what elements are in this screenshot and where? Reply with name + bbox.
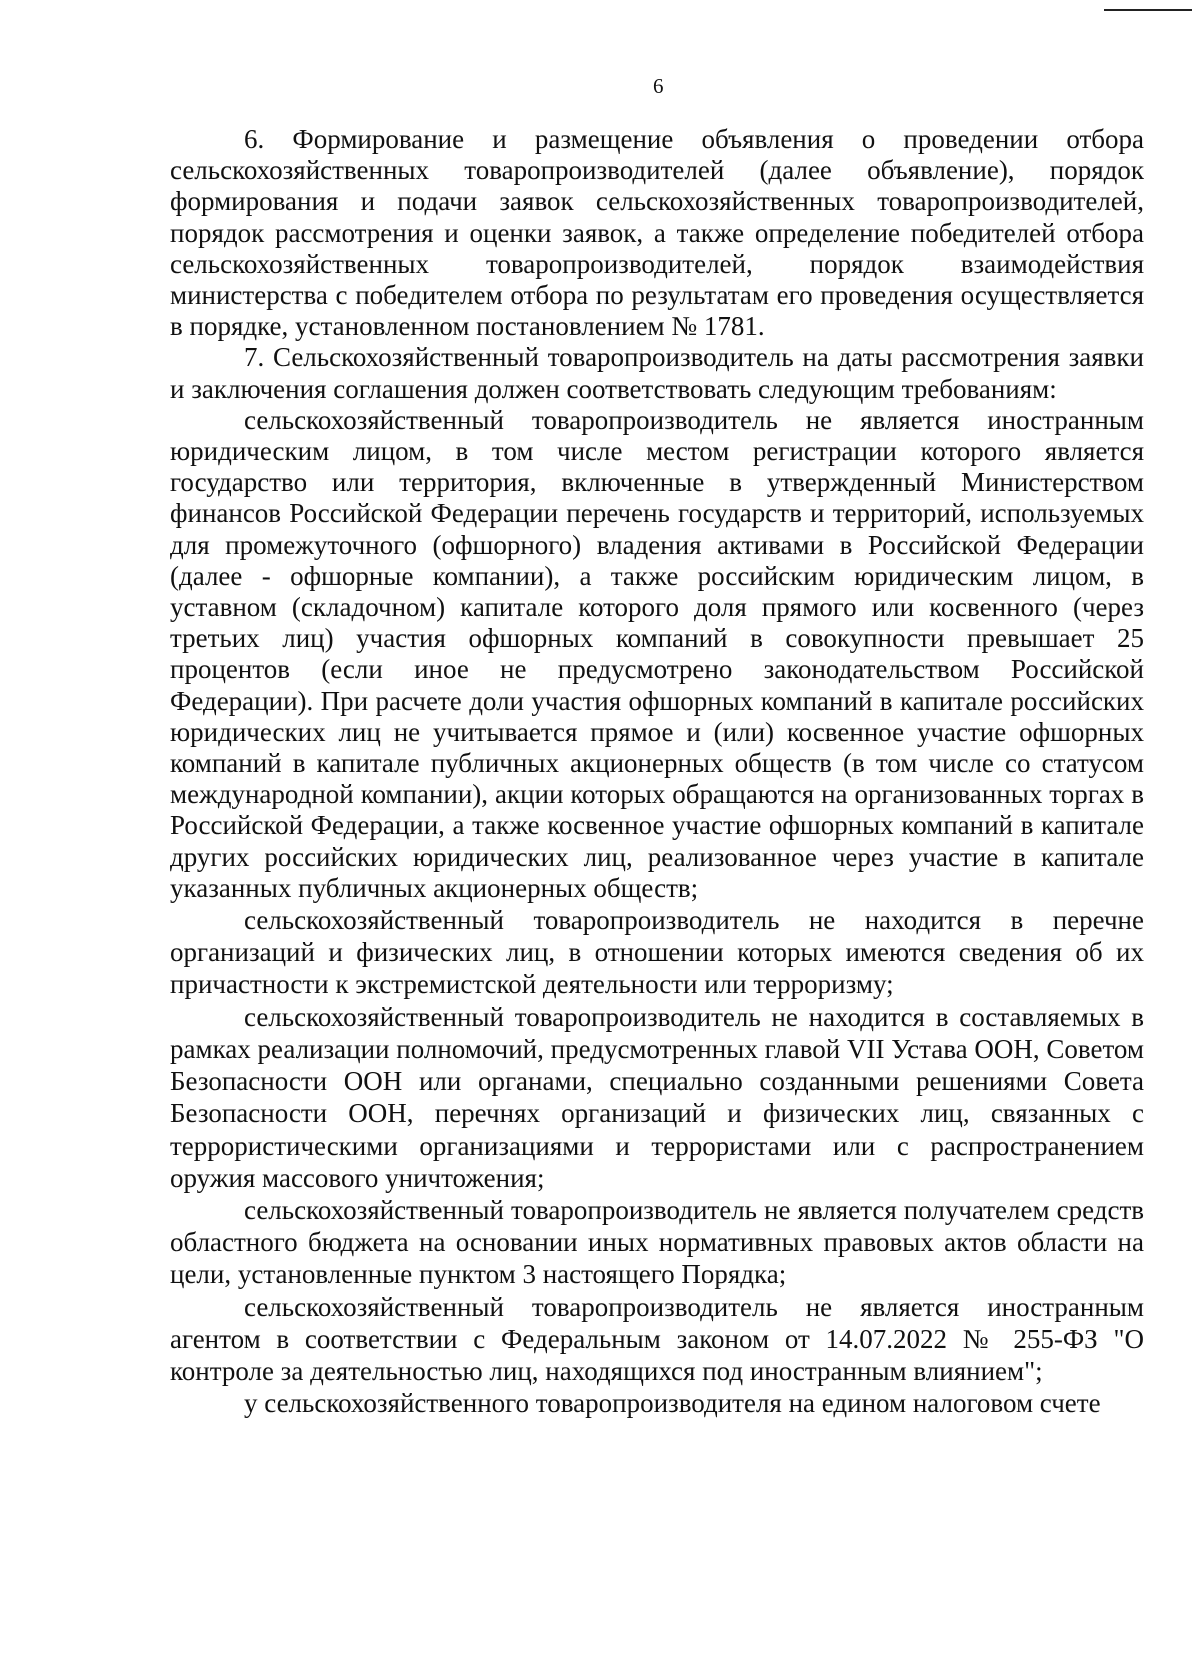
requirement-un-list: сельскохозяйственный товаропроизводитель не находится в составляемых в рамках реализации полномочий, предусмотренных главой VII Устава ООН, Советом Безопасности ООН или органами, специально созданными решениями Совета Безопасности ООН, перечнях организаций и физических лиц, связанных с террористическими организациями и террористами или с распространением оружия массового уничтожения; — [170, 1001, 1144, 1193]
paragraph-7: 7. Сельскохозяйственный товаропроизводитель на даты рассмотрения заявки и заключения соглашения должен соответствовать следующим требованиям: — [170, 342, 1144, 404]
requirement-extremism-list: сельскохозяйственный товаропроизводитель не находится в перечне организаций и физических лиц, в отношении которых имеются сведения об их причастности к экстремистской деятельности или терроризму; — [170, 905, 1144, 1000]
requirement-other-budget: сельскохозяйственный товаропроизводитель не является получателем средств областного бюджета на основании иных нормативных правовых актов области на цели, установленные пунктом 3 настоящего Порядка; — [170, 1194, 1144, 1290]
requirement-tax-account: у сельскохозяйственного товаропроизводителя на едином налоговом счете — [244, 1388, 1101, 1419]
requirement-foreign-agent: сельскохозяйственный товаропроизводитель не является иностранным агентом в соответствии с Федеральным законом от 14.07.2022 № 255-ФЗ "О контроле за деятельностью лиц, находящихся под иностранным влиянием"; — [170, 1291, 1144, 1386]
requirement-offshore: сельскохозяйственный товаропроизводитель не является иностранным юридическим лицом, в том числе местом регистрации которого является государство или территория, включенные в утвержденный Министерством финансов Российской Федерации перечень государств и территорий, используемых для промежуточного (офшорного) владения активами в Российской Федерации (далее - офшорные компании), а также российским юридическим лицом, в уставном (складочном) капитале которого доля прямого или косвенного (через третьих лиц) участия офшорных компаний в совокупности превышает 25 процентов (если иное не предусмотрено законодательством Российской Федерации). При расчете доли участия офшорных компаний в капитале российских юридических лиц не учитывается прямое и (или) косвенное участие офшорных компаний в капитале публичных акционерных обществ (в том числе со статусом международной компании), акции которых обращаются на организованных торгах в Российской Федерации, а также косвенное участие офшорных компаний в капитале других российских юридических лиц, реализованное через участие в капитале указанных публичных акционерных обществ; — [170, 404, 1144, 903]
document-body — [170, 124, 1144, 1419]
paragraph-6: 6. Формирование и размещение объявления о проведении отбора сельскохозяйственных товаропроизводителей (далее объявление), порядок формирования и подачи заявок сельскохозяйственных товаропроизводителей, порядок рассмотрения и оценки заявок, а также определение победителей отбора сельскохозяйственных товаропроизводителей, порядок взаимодействия министерства с победителем отбора по результатам его проведения осуществляется в порядке, установленном постановлением № 1781. — [170, 124, 1144, 342]
page-number: 6 — [653, 74, 664, 98]
top-edge-rule — [1104, 9, 1192, 11]
